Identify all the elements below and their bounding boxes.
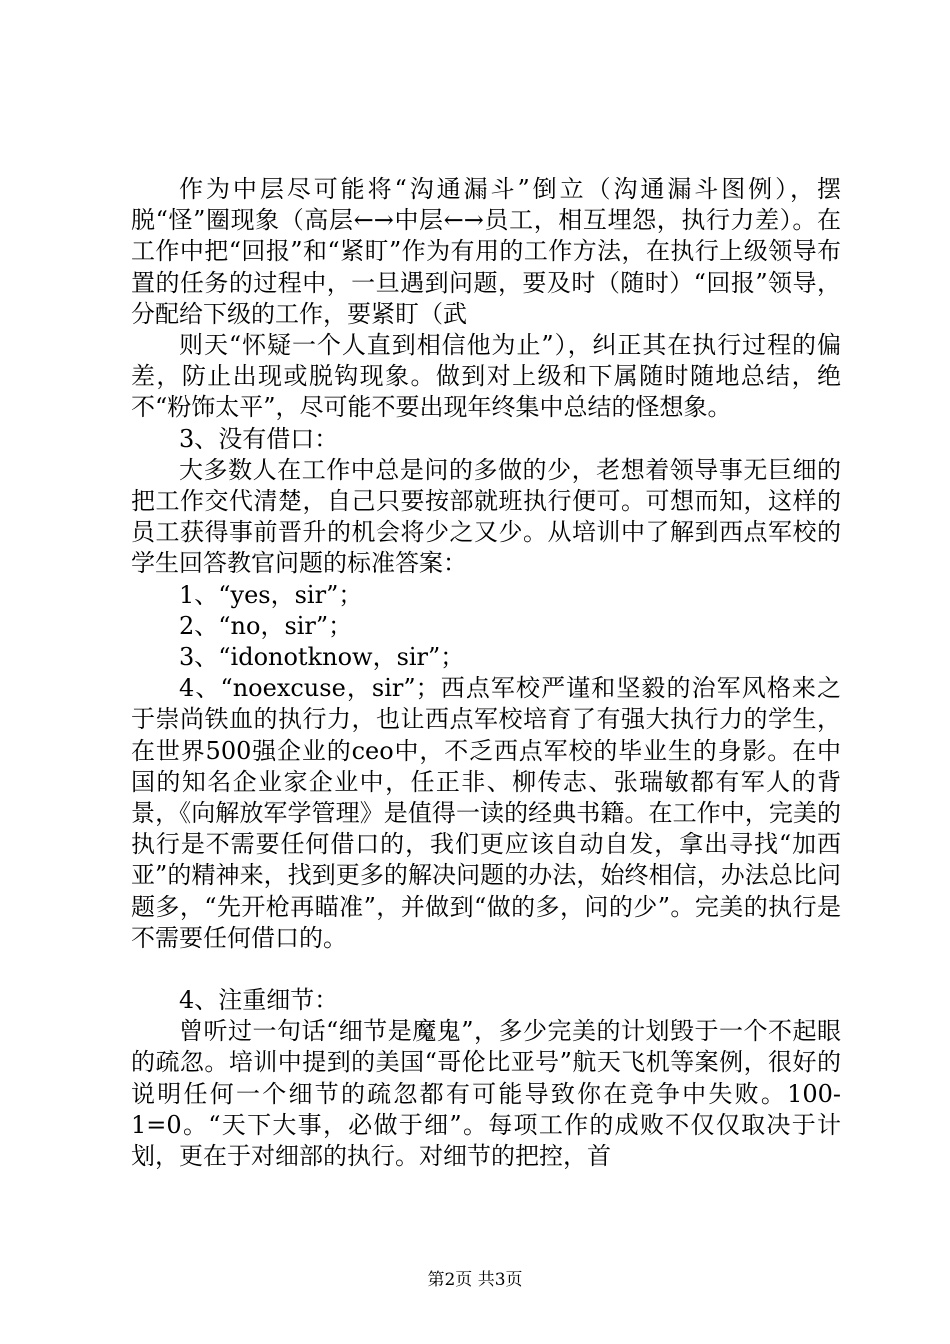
list-item-answer-1: 1、“yes，sir”； — [179, 580, 363, 609]
document-body — [131, 174, 841, 1172]
list-item-answer-3: 3、“idonotknow，sir”； — [179, 643, 465, 672]
paragraph-westpoint-intro: 大多数人在工作中总是问的多做的少，老想着领导事无巨细的把工作交代清楚，自己只要按部就班执行便可。可想而知，这样的员工获得事前晋升的机会将少之又少。从培训中了解到西点军校的学生回答教官问题的标准答案： — [131, 455, 841, 578]
heading-attention-to-detail: 4、注重细节： — [179, 986, 339, 1015]
paragraph-continuation: 则天“怀疑一个人直到相信他为止”），纠正其在执行过程的偏差，防止出现或脱钩现象。做到对上级和下属随时随地总结，绝不“粉饰太平”，尽可能不要出现年终集中总结的怪想象。 — [131, 331, 841, 422]
heading-no-excuses: 3、没有借口： — [179, 424, 339, 453]
paragraph-detail-devil: 曾听过一句话“细节是魔鬼”，多少完美的计划毁于一个不起眼的疏忽。培训中提到的美国“哥伦比亚号”航天飞机等案例，很好的说明任何一个细节的疏忽都有可能导致你在竞争中失败。100-1=0。“天下大事，必做于细”。每项工作的成败不仅仅取决于计划，更在于对细部的执行。对细节的把控，首 — [131, 1017, 841, 1171]
list-item-answer-2: 2、“no，sir”； — [179, 611, 353, 640]
paragraph-communication-funnel: 作为中层尽可能将“沟通漏斗”倒立（沟通漏斗图例），摆脱“怪”圈现象（高层←→中层←→员工，相互埋怨，执行力差）。在工作中把“回报”和“紧盯”作为有用的工作方法，在执行上级领导布置的任务的过程中，一旦遇到问题，要及时（随时）“回报”领导，分配给下级的工作，要紧盯（武 — [131, 175, 841, 328]
list-item-answer-4: 4、“noexcuse，sir”；西点军校严谨和坚毅的治军风格来之于崇尚铁血的执行力，也让西点军校培育了有强大执行力的学生，在世界500强企业的ceo中，不乏西点军校的毕业生的身影。在中国的知名企业家企业中，任正非、柳传志、张瑞敏都有军人的背景，《向解放军学管理》是值得一读的经典书籍。在工作中，完美的执行是不需要任何借口的，我们更应该自动自发，拿出寻找“加西亚”的精神来，找到更多的解决问题的办法，始终相信，办法总比问题多，“先开枪再瞄准”，并做到“做的多，问的少”。完美的执行是不需要任何借口的。 — [131, 674, 841, 952]
page-number-footer: 第2页 共3页 — [427, 1270, 523, 1290]
